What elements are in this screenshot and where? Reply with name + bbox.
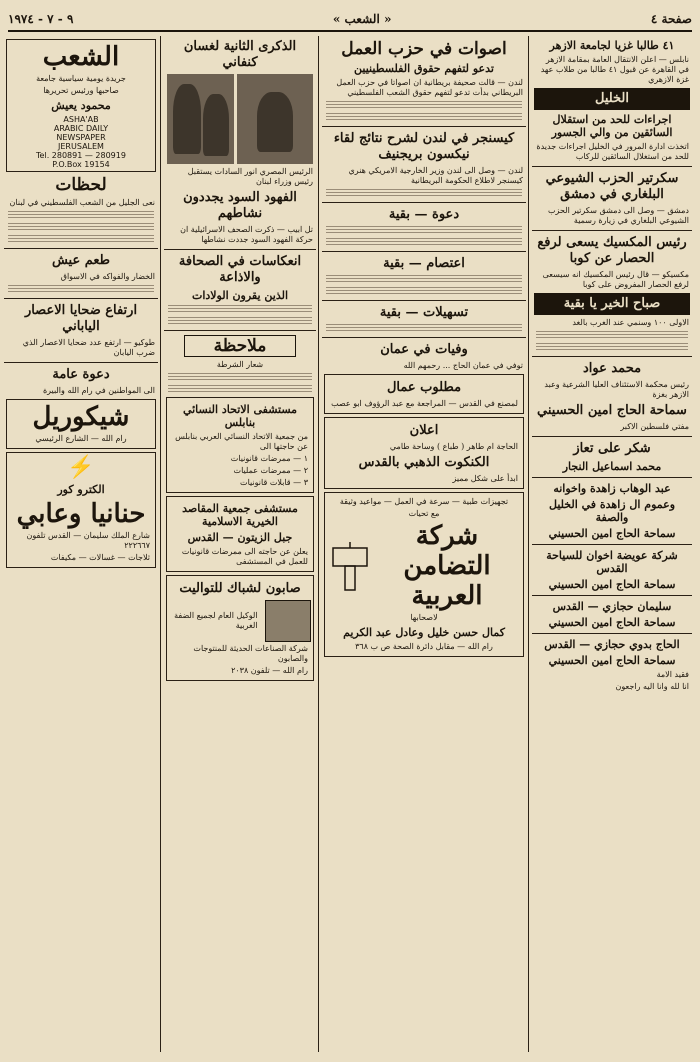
headline: محمد اسماعيل النجار bbox=[562, 460, 662, 473]
divider bbox=[532, 633, 692, 634]
text-lines bbox=[326, 324, 522, 333]
article-text: الخضار والفواكه في الاسواق bbox=[60, 272, 155, 281]
article-text: الاولى ١٠٠ وسنمي عند الغرب بالغد bbox=[572, 318, 689, 327]
text-lines bbox=[326, 113, 522, 122]
list-item: ٢ — ممرضات عمليات bbox=[233, 466, 308, 475]
list-item: ١ — ممرضات قانونيات bbox=[230, 454, 308, 463]
headline: الفهود السود يجددون نشاطهم bbox=[183, 190, 297, 221]
article-text: لندن — قالت صحيفة بريطانية ان اصواتا في حزب العمل البريطاني بدأت تدعو لتفهم حقوق الشعب الفلسطيني bbox=[336, 78, 523, 97]
headline: مستشفى الاتحاد النسائي بنابلس bbox=[182, 403, 298, 429]
divider bbox=[322, 337, 526, 338]
ad-title: حنانيا وعابي bbox=[16, 499, 146, 529]
english-name: ASHA'AB bbox=[63, 115, 99, 124]
headline: رئيس المكسيك يسعى لرفع الحصار عن كوبا bbox=[537, 235, 687, 266]
headline: تسهيلات — بقية bbox=[379, 305, 469, 320]
divider bbox=[4, 362, 158, 363]
job-ad bbox=[166, 496, 314, 572]
article-text: من جمعية الاتحاد النسائي العربي بنابلس عن حاجتها الى bbox=[175, 432, 308, 451]
article-text: شركة الصناعات الحديثة للمنتوجات والصابون bbox=[193, 644, 308, 663]
headline: اعتصام — بقية bbox=[383, 256, 465, 271]
headline: الحاج بدوي حجازي — القدس bbox=[544, 638, 680, 651]
article-text: رام الله — الشارع الرئيسي bbox=[35, 434, 127, 443]
headline: دعوة عامة bbox=[52, 367, 110, 382]
article-text: لاصحابها bbox=[410, 613, 438, 622]
headline: محمد عواد bbox=[582, 361, 642, 376]
issue-date: ٩ - ٧ - ١٩٧٤ bbox=[8, 12, 74, 26]
paper-name: « الشعب » bbox=[332, 12, 392, 26]
divider bbox=[532, 544, 692, 545]
article-text: الوكيل العام لجميع الضفة الغربية bbox=[174, 611, 258, 630]
divider bbox=[322, 251, 526, 252]
headline: وفيات في عمان bbox=[380, 342, 468, 357]
divider bbox=[164, 330, 316, 331]
headline: لحظات bbox=[55, 175, 107, 195]
classified-ad bbox=[324, 374, 524, 414]
headline: ملاحظة bbox=[184, 335, 296, 357]
text-lines bbox=[326, 189, 522, 198]
article-text: الحاجة ام طاهر ( طباع ) وساحة طامي bbox=[389, 442, 518, 451]
text-lines bbox=[326, 101, 522, 110]
headline: سماحة الحاج امين الحسيني bbox=[548, 527, 676, 540]
headline: شركة عويضة اخوان للسياحة القدس bbox=[546, 549, 678, 575]
article-text: رئيس محكمة الاستئناف العليا الشرعية وعبد الازهر بغزة bbox=[544, 380, 689, 399]
english-text: JERUSALEM bbox=[58, 142, 104, 151]
divider bbox=[322, 202, 526, 203]
soap-package-image bbox=[265, 600, 311, 642]
subheadline: تدعو لتفهم حقوق الفلسطينيين bbox=[354, 62, 494, 75]
column-divider bbox=[318, 36, 319, 1052]
subheadline: الذين يقرون الولادات bbox=[191, 289, 289, 302]
text-lines bbox=[8, 285, 154, 294]
column-center-left bbox=[164, 36, 316, 1052]
headline: اجراءات للحد من استقلال السائقين من والي الجسور bbox=[551, 113, 673, 139]
text-lines bbox=[8, 235, 154, 244]
text-lines bbox=[168, 373, 312, 382]
headline: دعوة — بقية bbox=[388, 207, 460, 222]
article-text: لندن — وصل الى لندن وزير الخارجية الامريكي هنري كيسنجر لاطلاع الحكومة البريطانية bbox=[348, 166, 523, 185]
headline: وعموم ال زاهدة في الخليل والصفة bbox=[548, 498, 676, 524]
divider bbox=[4, 298, 158, 299]
headline: اعلان bbox=[409, 423, 439, 438]
headline: سماحة الحاج امين الحسيني bbox=[537, 403, 687, 418]
article-text: نعى الجليل من الشعب الفلسطيني في لبنان bbox=[9, 198, 155, 207]
article-text: يعلن عن حاجته الى ممرضات قانونيات للعمل في المستشفى bbox=[181, 547, 308, 566]
article-text: رام الله — مقابل دائرة الصحة ص ب ٣٦٨ bbox=[355, 642, 493, 651]
headline: الكنكوت الذهبي بالقدس bbox=[358, 455, 490, 470]
section-banner: الخليل bbox=[534, 88, 690, 110]
article-text: مكسيكو — قال رئيس المكسيك انه سيسعى لرفع الحصار المفروض على كوبا bbox=[542, 270, 689, 289]
divider bbox=[322, 126, 526, 127]
news-photo bbox=[167, 74, 234, 164]
article-text: مع تحيات bbox=[408, 509, 440, 518]
article-text: فقيد الامة bbox=[656, 670, 689, 679]
divider bbox=[532, 595, 692, 596]
headline: طعم عيش bbox=[51, 253, 111, 268]
headline: كمال حسن خليل وعادل عبد الكريم bbox=[343, 626, 505, 639]
headline: سكرتير الحزب الشيوعي البلغاري في دمشق bbox=[545, 171, 679, 202]
divider bbox=[532, 166, 692, 167]
article-text: طوكيو — ارتفع عدد ضحايا الاعصار الذي ضرب اليابان bbox=[22, 338, 155, 357]
text-lines bbox=[326, 226, 522, 235]
advertisement bbox=[166, 575, 314, 681]
text-lines bbox=[326, 275, 522, 284]
article-text: الى المواطنين في رام الله والبيرة bbox=[42, 386, 155, 395]
article-text: ثلاجات — غسالات — مكيفات bbox=[50, 553, 150, 562]
text-lines bbox=[326, 238, 522, 247]
headline: سماحة الحاج امين الحسيني bbox=[548, 654, 676, 667]
list-item: ٣ — قابلات قانونيات bbox=[240, 478, 308, 487]
editor-name: محمود يعيش bbox=[51, 99, 111, 112]
column-center-right bbox=[322, 36, 526, 1052]
headline: سليمان حجازي — القدس bbox=[552, 600, 672, 613]
article-text: صاحبها ورئيس تحريرها bbox=[43, 86, 119, 95]
divider bbox=[532, 356, 692, 357]
headline: انعكاسات في الصحافة والاذاعة bbox=[178, 254, 302, 285]
headline: كيسنجر في لندن لشرح نتائج لقاء نيكسون بريجنيف bbox=[333, 131, 515, 162]
divider bbox=[532, 436, 692, 437]
job-ad bbox=[166, 397, 314, 493]
text-lines bbox=[168, 385, 312, 394]
ad-title: شركة التضامن العربية bbox=[403, 521, 491, 611]
headline: ارتفاع ضحايا الاعصار الياباني bbox=[24, 303, 138, 334]
article-text: تجهيزات طبية — سرعة في العمل — مواعيد وثيقة bbox=[339, 497, 509, 506]
headline: جبل الزيتون — القدس bbox=[187, 531, 293, 544]
page-header bbox=[8, 8, 692, 32]
announcement-box bbox=[324, 417, 524, 489]
article-text: رام الله — تلفون ٢٠٣٨ bbox=[231, 666, 308, 675]
headline: شكر على تعاز bbox=[573, 441, 651, 456]
article-text: لمصنع في القدس — المراجعة مع عبد الرؤوف ابو عصب bbox=[331, 399, 518, 408]
article-text: ابدأ على شكل مميز bbox=[452, 474, 518, 483]
section-banner: صباح الخير يا بقية bbox=[534, 293, 690, 315]
article-text: تل ابيب — ذكرت الصحف الاسرائيلية ان حركة الفهود السود جددت نشاطها bbox=[180, 225, 313, 244]
article-text: دمشق — وصل الى دمشق سكرتير الحزب الشيوعي البلغاري في زيارة رسمية bbox=[548, 206, 689, 225]
advertisement bbox=[6, 452, 156, 568]
headline: ٤١ طالبا غزيا لجامعة الازهر bbox=[549, 39, 675, 52]
article-text: شعار الشرطة bbox=[216, 360, 264, 369]
masthead-subtitle: جريدة يومية سياسية جامعة bbox=[36, 74, 126, 83]
headline: سماحة الحاج امين الحسيني bbox=[548, 578, 676, 591]
masthead-box bbox=[6, 39, 156, 172]
page-number: صفحة ٤ bbox=[650, 12, 692, 26]
article-text: انا لله وانا اليه راجعون bbox=[615, 682, 689, 691]
divider bbox=[322, 300, 526, 301]
photo-caption: الرئيس المصري انور السادات يستقبل رئيس وزراء لبنان bbox=[187, 167, 313, 186]
article-text: شارع الملك سليمان — القدس تلفون ٢٢٢٦٦٧ bbox=[26, 531, 150, 550]
text-lines bbox=[8, 223, 154, 232]
sink-illustration-icon bbox=[327, 538, 373, 594]
headline: اصوات في حزب العمل bbox=[341, 39, 507, 59]
headline: مستشفى جمعية المقاصد الخيرية الاسلامية bbox=[182, 502, 298, 528]
column-divider bbox=[528, 36, 529, 1052]
article-text: نابلس — اعلن الانتقال العامة بمقامة الازهر في القاهرة عن قبول ٤١ طالبا من طلاب عهد غزة الازهري bbox=[540, 55, 689, 84]
text-lines bbox=[8, 211, 154, 220]
text-lines bbox=[536, 343, 688, 352]
english-text: ARABIC DAILY bbox=[53, 124, 109, 133]
divider bbox=[532, 477, 692, 478]
text-lines bbox=[536, 331, 688, 340]
text-lines bbox=[168, 305, 312, 314]
lightning-icon: ⚡ bbox=[67, 455, 95, 480]
phone-numbers: Tel. 280891 — 280919 bbox=[36, 151, 126, 160]
column-divider bbox=[160, 36, 161, 1052]
article-text: اتخذت ادارة المرور في الخليل اجراءات جديدة للحد من استغلال السائقين للركاب bbox=[536, 142, 689, 161]
english-text: NEWSPAPER bbox=[56, 133, 106, 142]
headline: الذكرى الثانية لغسان كنفاني bbox=[183, 39, 297, 70]
text-lines bbox=[168, 317, 312, 326]
text-lines bbox=[326, 287, 522, 296]
news-photo bbox=[237, 74, 313, 164]
ad-title: شيكوريل bbox=[32, 402, 130, 432]
divider bbox=[4, 248, 158, 249]
divider bbox=[164, 249, 316, 250]
article-text: مفتي فلسطين الاكبر bbox=[620, 422, 689, 431]
brand-name: الكترو كور bbox=[57, 483, 105, 496]
column-left bbox=[4, 36, 158, 1052]
advertisement bbox=[6, 399, 156, 449]
headline: مطلوب عمال bbox=[386, 380, 462, 395]
advertisement bbox=[324, 492, 524, 657]
masthead-title: الشعب bbox=[42, 42, 120, 72]
headline: سماحة الحاج امين الحسيني bbox=[548, 616, 676, 629]
po-box: P.O.Box 19154 bbox=[52, 160, 110, 169]
column-right bbox=[532, 36, 692, 1052]
article-text: توفي في عمان الحاج ... رحمهم الله bbox=[403, 361, 523, 370]
divider bbox=[532, 230, 692, 231]
headline: صابون لشباك للتواليت bbox=[179, 581, 301, 596]
headline: عبد الوهاب زاهدة واخوانه bbox=[553, 482, 671, 495]
